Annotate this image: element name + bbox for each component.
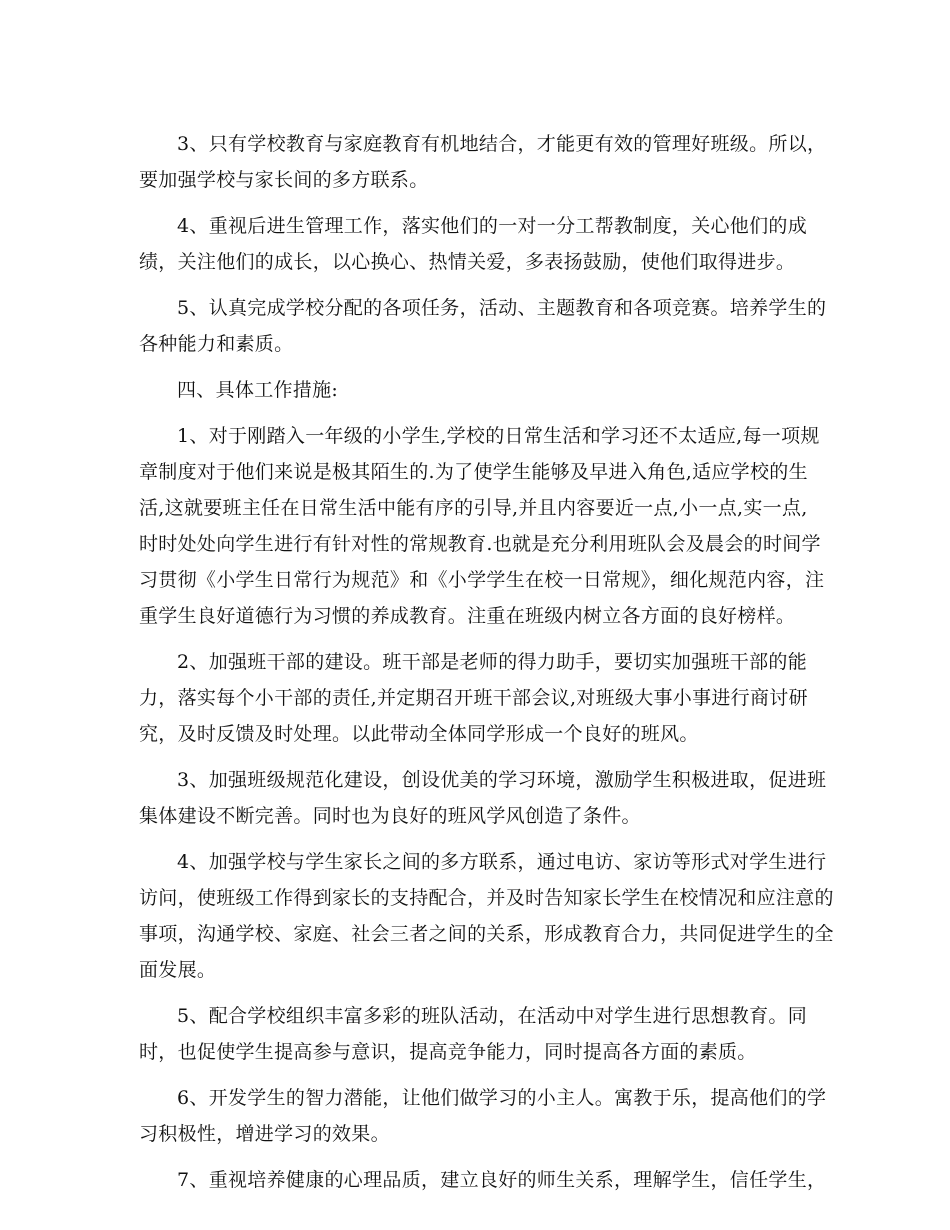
text-line: 章制度对于他们来说是极其陌生的.为了使学生能够及早进入角色,适应学校的生 — [139, 461, 808, 483]
text-line: 面发展。 — [139, 959, 217, 981]
text-line: 事项，沟通学校、家庭、社会三者之间的关系，形成教育合力，共同促进学生的全 — [139, 923, 834, 945]
text-line: 习积极性，增进学习的效果。 — [139, 1123, 390, 1145]
text-line: 4、加强学校与学生家长之间的多方联系，通过电访、家访等形式对学生进行 — [177, 851, 827, 873]
heading-line: 四、具体工作措施: — [177, 379, 339, 401]
text-line: 2、加强班干部的建设。班干部是老师的得力助手，要切实加强班干部的能 — [177, 651, 807, 673]
text-line: 究，及时反馈及时处理。以此带动全体同学形成一个良好的班风。 — [139, 723, 699, 745]
text-line: 1、对于刚踏入一年级的小学生,学校的日常生活和学习还不太适应,每一项规 — [177, 425, 820, 447]
text-line: 5、认真完成学校分配的各项任务，活动、主题教育和各项竞赛。培养学生的 — [177, 297, 827, 319]
paragraph-measure-7 — [139, 1162, 827, 1198]
text-line: 集体建设不断完善。同时也为良好的班风学风创造了条件。 — [139, 805, 641, 827]
paragraph-measure-2 — [139, 644, 811, 752]
text-line: 力，落实每个小干部的责任,并定期召开班干部会议,对班级大事小事进行商讨研 — [139, 687, 808, 709]
text-line: 各种能力和素质。 — [139, 333, 294, 355]
document-body — [139, 126, 834, 1198]
text-line: 3、只有学校教育与家庭教育有机地结合，才能更有效的管理好班级。所以， — [177, 133, 827, 155]
paragraph-measure-1 — [139, 418, 825, 634]
paragraph-item-4-underachievers — [139, 208, 811, 280]
text-line: 要加强学校与家长间的多方联系。 — [139, 169, 429, 191]
text-line: 访问，使班级工作得到家长的支持配合，并及时告知家长学生在校情况和应注意的 — [139, 887, 834, 909]
text-line: 4、重视后进生管理工作，落实他们的一对一分工帮教制度，关心他们的成 — [177, 215, 807, 237]
text-line: 习贯彻《小学生日常行为规范》和《小学学生在校一日常规》，细化规范内容，注 — [139, 569, 825, 591]
paragraph-measure-5 — [139, 998, 811, 1070]
paragraph-measure-6 — [139, 1080, 827, 1152]
section-heading — [139, 372, 811, 408]
text-line: 活,这就要班主任在日常生活中能有序的引导,并且内容要近一点,小一点,实一点, — [139, 497, 808, 519]
text-line: 5、配合学校组织丰富多彩的班队活动，在活动中对学生进行思想教育。同 — [177, 1005, 807, 1027]
text-line: 3、加强班级规范化建设，创设优美的学习环境，激励学生积极进取，促进班 — [177, 769, 827, 791]
text-line: 重学生良好道德行为习惯的养成教育。注重在班级内树立各方面的良好榜样。 — [139, 605, 796, 627]
text-line: 时，也促使学生提高参与意识，提高竞争能力，同时提高各方面的素质。 — [139, 1041, 757, 1063]
paragraph-measure-4 — [139, 844, 834, 988]
text-line: 6、开发学生的智力潜能，让他们做学习的小主人。寓教于乐，提高他们的学 — [177, 1087, 827, 1109]
paragraph-measure-3 — [139, 762, 827, 834]
paragraph-item-3-contact — [139, 126, 827, 198]
text-line: 7、重视培养健康的心理品质，建立良好的师生关系，理解学生，信任学生， — [177, 1169, 827, 1191]
text-line: 时时处处向学生进行有针对性的常规教育.也就是充分利用班队会及晨会的时间学 — [139, 533, 821, 555]
paragraph-item-5-tasks — [139, 290, 827, 362]
text-line: 绩，关注他们的成长，以心换心、热情关爱，多表扬鼓励，使他们取得进步。 — [139, 251, 796, 273]
